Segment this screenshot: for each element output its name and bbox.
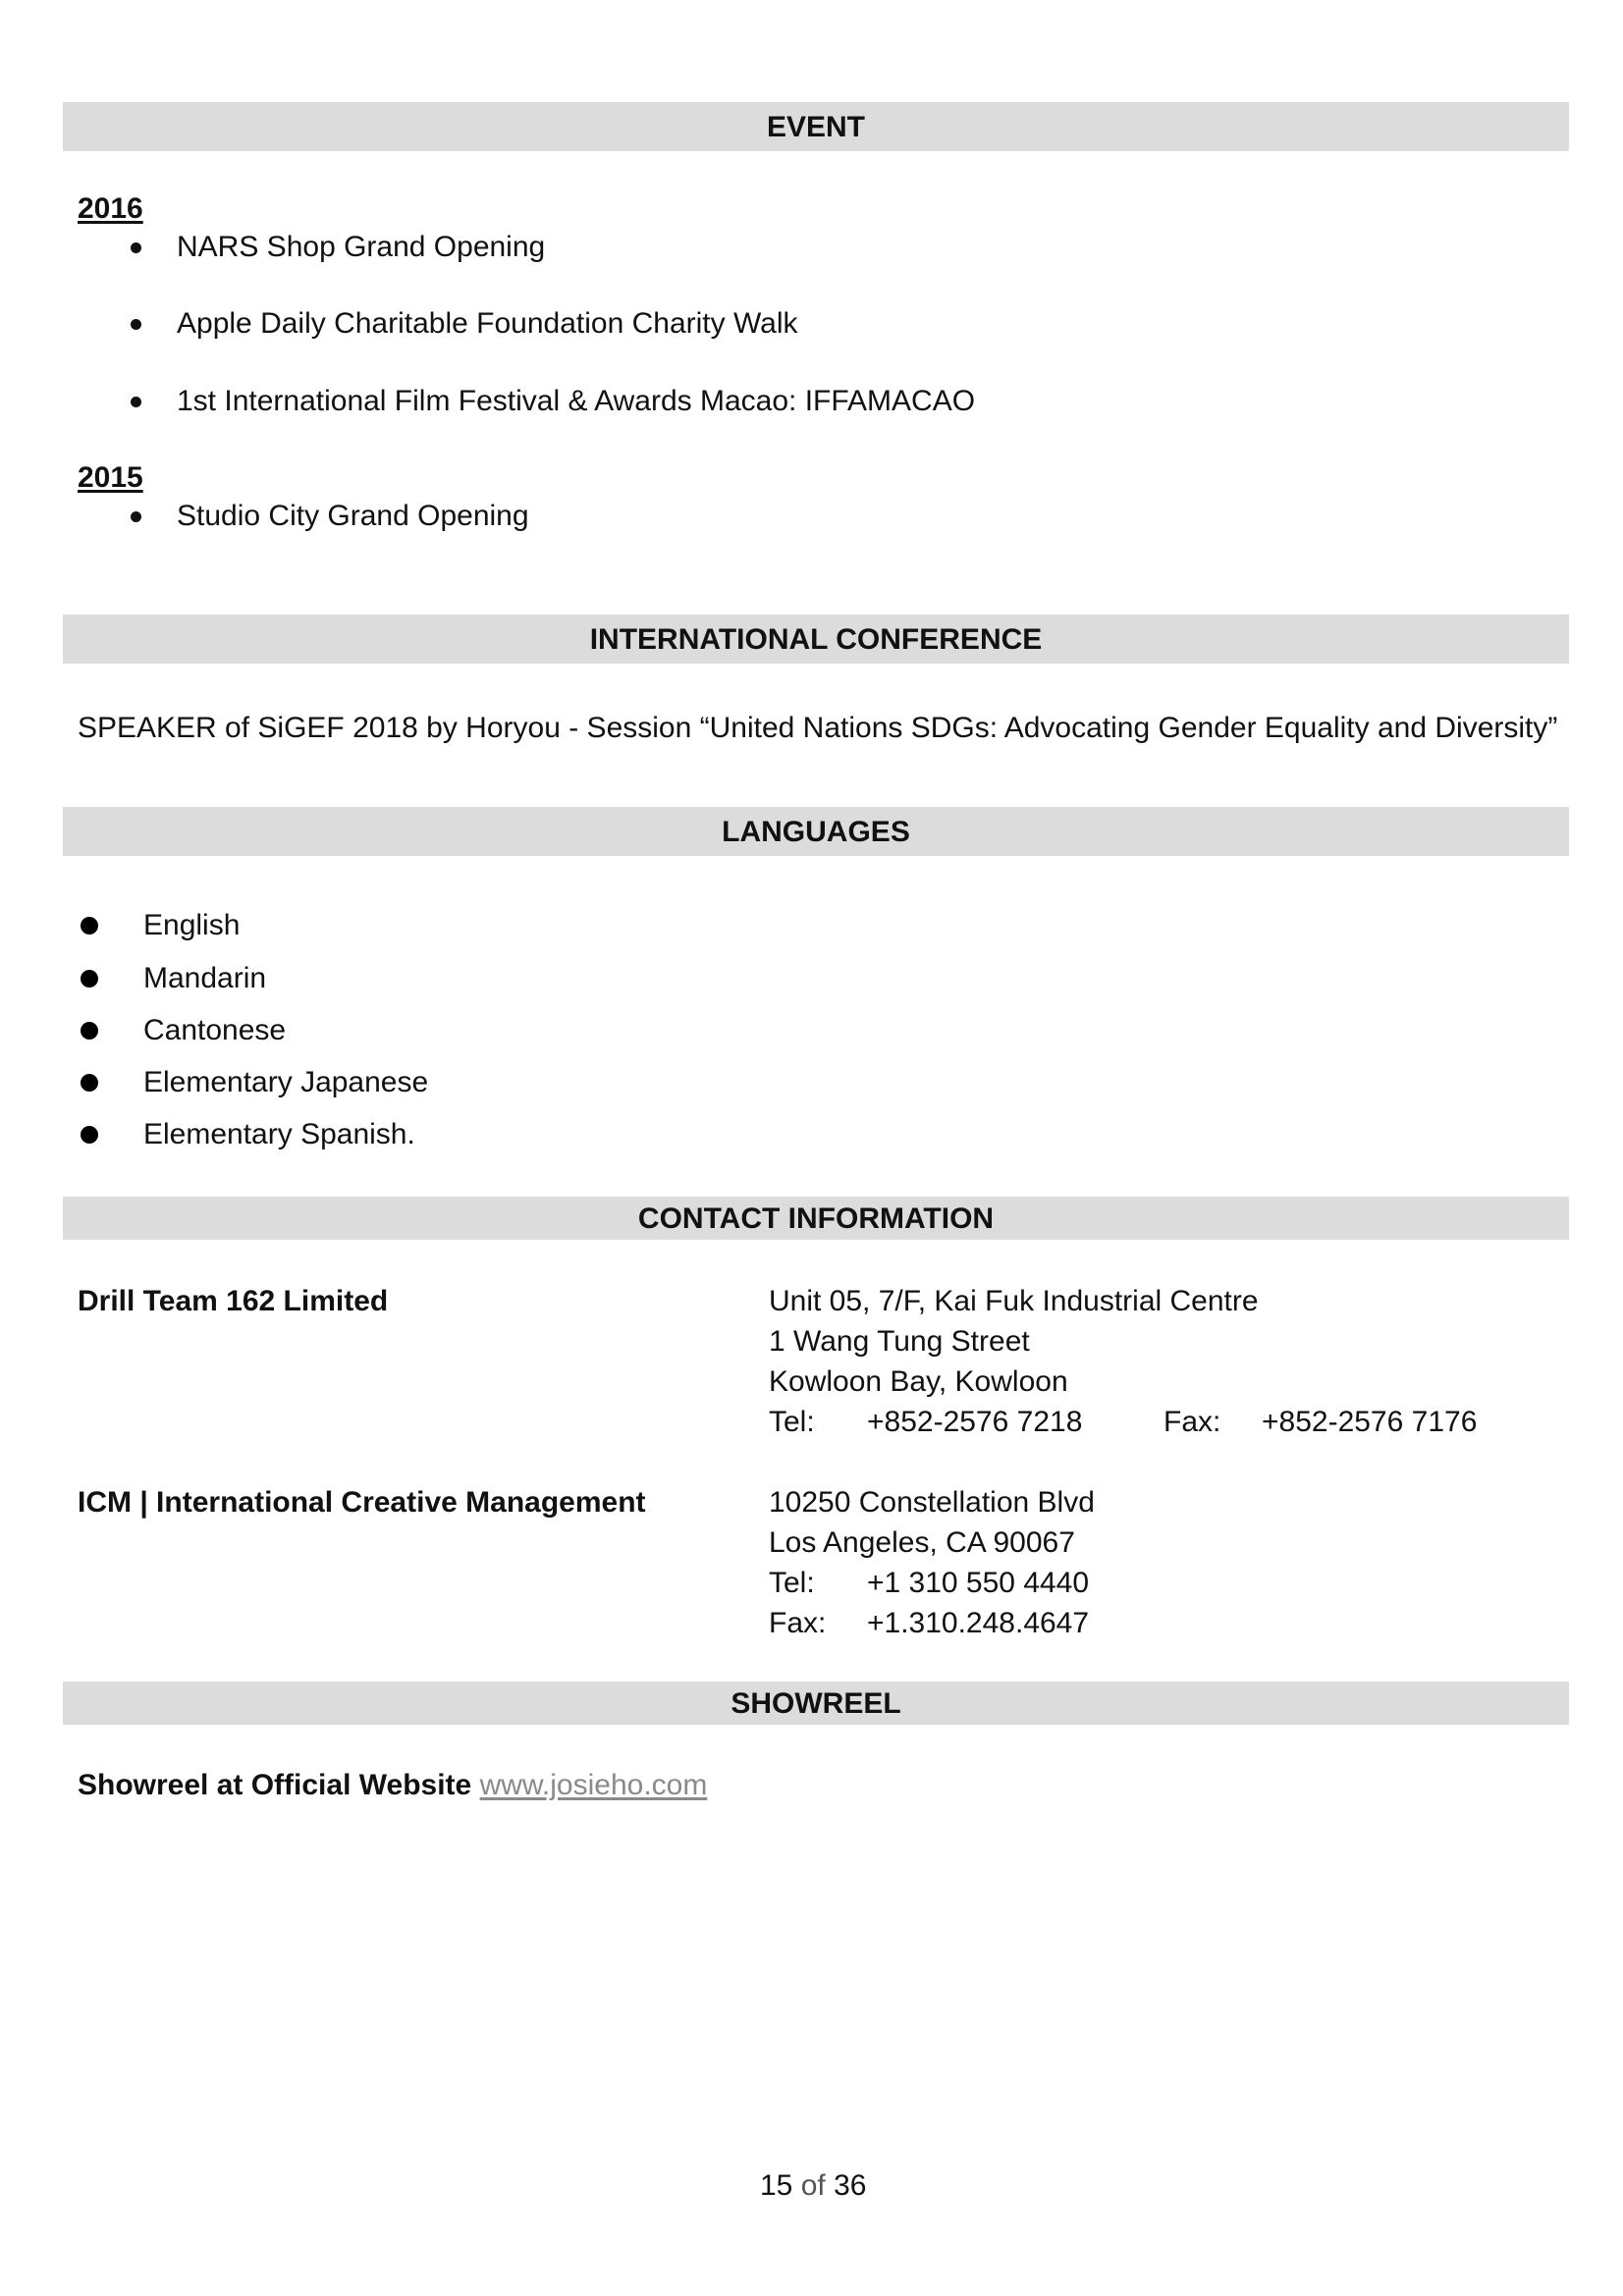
contact-tel: +1 310 550 4440	[867, 1567, 1090, 1599]
language-item: English	[143, 909, 241, 941]
event-item: Studio City Grand Opening	[177, 500, 529, 532]
bullet-icon	[81, 1074, 98, 1092]
contact-fax: +852-2576 7176	[1262, 1406, 1478, 1438]
page-of: of	[800, 2169, 826, 2202]
bullet-icon	[81, 970, 98, 988]
contact-fax-label: Fax:	[769, 1607, 827, 1639]
contact-fax-label: Fax:	[1163, 1406, 1221, 1438]
contact-address-line: Los Angeles, CA 90067	[769, 1526, 1075, 1559]
bullet-icon	[131, 397, 141, 407]
section-heading-languages-label: LANGUAGES	[722, 816, 910, 848]
bullet-icon	[131, 242, 141, 253]
website-link[interactable]: www.josieho.com	[479, 1769, 708, 1801]
section-heading-event	[63, 102, 1569, 151]
event-item: NARS Shop Grand Opening	[177, 231, 546, 263]
contact-fax: +1.310.248.4647	[867, 1607, 1090, 1639]
section-heading-conference	[63, 614, 1569, 664]
page-current: 15	[760, 2169, 793, 2202]
contact-address-line: Kowloon Bay, Kowloon	[769, 1365, 1068, 1398]
contact-name: Drill Team 162 Limited	[78, 1285, 389, 1317]
conference-text: SPEAKER of SiGEF 2018 by Horyou - Session “United Nations SDGs: Advocating Gender Equality and Diversity”	[78, 712, 1558, 744]
contact-address-line: Unit 05, 7/F, Kai Fuk Industrial Centre	[769, 1285, 1259, 1317]
language-item: Cantonese	[143, 1014, 287, 1046]
page-total: 36	[834, 2169, 867, 2202]
event-year-2016: 2016	[78, 192, 143, 225]
bullet-icon	[131, 319, 141, 330]
section-heading-showreel-label: SHOWREEL	[730, 1687, 901, 1720]
contact-tel-label: Tel:	[769, 1567, 815, 1599]
contact-tel: +852-2576 7218	[867, 1406, 1083, 1438]
event-year-2015: 2015	[78, 461, 143, 494]
contact-address-line: 1 Wang Tung Street	[769, 1325, 1030, 1358]
contact-address-line: 10250 Constellation Blvd	[769, 1486, 1095, 1519]
language-item: Elementary Spanish.	[143, 1118, 415, 1150]
bullet-icon	[81, 1126, 98, 1144]
section-heading-conference-label: INTERNATIONAL CONFERENCE	[589, 623, 1043, 656]
showreel-label: Showreel at Official Website	[78, 1769, 472, 1801]
section-heading-event-label: EVENT	[766, 111, 866, 143]
contact-name: ICM | International Creative Management	[78, 1486, 646, 1519]
event-item: Apple Daily Charitable Foundation Charity Walk	[177, 307, 798, 340]
section-heading-contact-label: CONTACT INFORMATION	[637, 1202, 995, 1235]
bullet-icon	[81, 917, 98, 934]
bullet-icon	[131, 511, 141, 522]
showreel-line	[78, 1771, 707, 1800]
bullet-icon	[81, 1022, 98, 1040]
section-heading-contact	[63, 1197, 1569, 1240]
section-heading-languages	[63, 807, 1569, 856]
language-item: Mandarin	[143, 962, 267, 994]
page-number	[760, 2171, 866, 2201]
language-item: Elementary Japanese	[143, 1066, 429, 1098]
event-item: 1st International Film Festival & Awards Macao: IFFAMACAO	[177, 385, 976, 417]
contact-tel-label: Tel:	[769, 1406, 815, 1438]
section-heading-showreel	[63, 1682, 1569, 1725]
